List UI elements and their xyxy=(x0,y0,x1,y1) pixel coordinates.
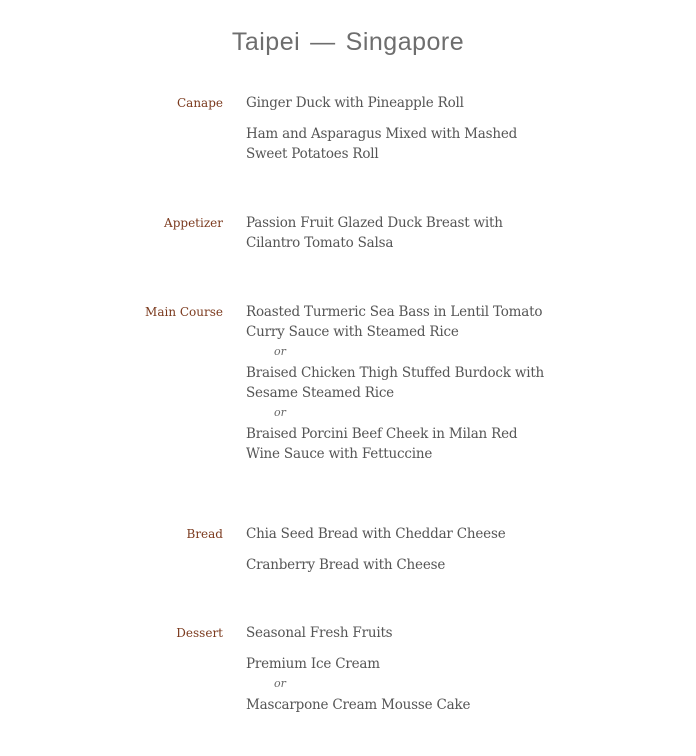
menu-title xyxy=(0,28,696,57)
menu-item: Braised Chicken Thigh Stuffed Burdock with Sesame Steamed Rice xyxy=(246,365,545,401)
main-course-items xyxy=(246,302,546,464)
section-label-canape: Canape xyxy=(176,96,223,110)
section-label-main-course: Main Course xyxy=(145,305,223,319)
bread-items xyxy=(246,524,546,575)
or-separator: or xyxy=(274,677,286,690)
menu-item: Mascarpone Cream Mousse Cake xyxy=(246,697,471,713)
menu-item: Roasted Turmeric Sea Bass in Lentil Tomato Curry Sauce with Steamed Rice xyxy=(246,304,543,340)
canape-items xyxy=(246,93,546,164)
menu-item: Braised Porcini Beef Cheek in Milan Red Wine Sauce with Fettuccine xyxy=(246,426,518,462)
destination-city: Singapore xyxy=(345,28,465,56)
menu-item: Ham and Asparagus Mixed with Mashed Sweet Potatoes Roll xyxy=(246,126,518,162)
appetizer-items xyxy=(246,213,546,253)
section-label-appetizer: Appetizer xyxy=(164,216,223,230)
menu-item: Chia Seed Bread with Cheddar Cheese xyxy=(246,526,506,542)
section-label-dessert: Dessert xyxy=(176,626,223,640)
title-separator: — xyxy=(310,28,336,56)
menu-item: Ginger Duck with Pineapple Roll xyxy=(246,95,464,111)
dessert-items xyxy=(246,623,546,715)
or-separator: or xyxy=(274,406,286,419)
or-separator: or xyxy=(274,345,286,358)
menu-item: Premium Ice Cream xyxy=(246,656,380,672)
origin-city: Taipei xyxy=(231,28,301,56)
menu-item: Seasonal Fresh Fruits xyxy=(246,625,393,641)
menu-item: Cranberry Bread with Cheese xyxy=(246,557,446,573)
menu-item: Passion Fruit Glazed Duck Breast with Cilantro Tomato Salsa xyxy=(246,215,503,251)
section-label-bread: Bread xyxy=(186,527,223,541)
